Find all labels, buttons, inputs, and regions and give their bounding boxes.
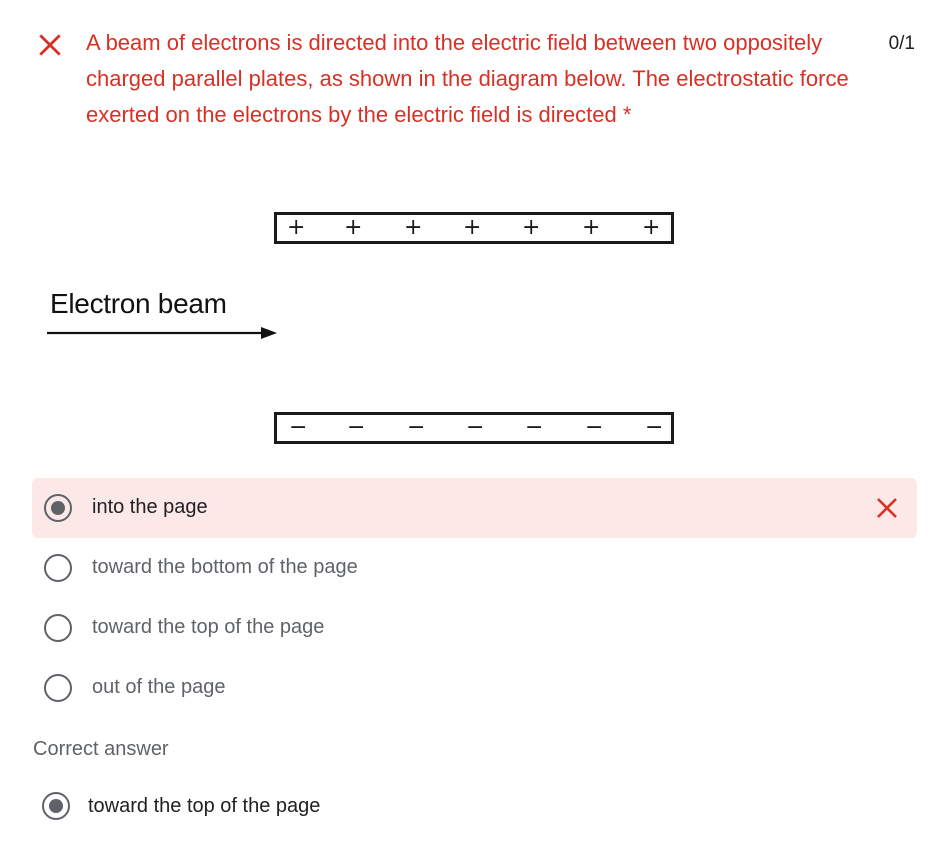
score-badge: 0/1 — [888, 33, 915, 54]
parallel-plates-diagram — [40, 200, 690, 460]
minus-sign: − — [466, 415, 485, 440]
minus-sign: − — [289, 415, 308, 440]
option-toward-top[interactable] — [32, 598, 917, 658]
positive-plate — [274, 212, 674, 244]
option-label: out of the page — [92, 676, 226, 698]
radio-button[interactable] — [44, 494, 72, 522]
radio-button — [42, 792, 70, 820]
question-header — [0, 0, 931, 180]
correct-answer-row — [28, 778, 528, 838]
minus-sign: − — [645, 415, 664, 440]
correct-answer-heading: Correct answer — [33, 738, 169, 760]
arrow-right-icon — [47, 325, 279, 341]
radio-button[interactable] — [44, 614, 72, 642]
plus-sign: + — [404, 215, 423, 240]
radio-button[interactable] — [44, 674, 72, 702]
option-into-the-page[interactable] — [32, 478, 917, 538]
minus-sign: − — [525, 415, 544, 440]
plus-sign: + — [582, 215, 601, 240]
minus-sign: − — [407, 415, 426, 440]
plus-sign: + — [287, 215, 306, 240]
plus-sign: + — [642, 215, 661, 240]
option-toward-bottom[interactable] — [32, 538, 917, 598]
minus-sign: − — [347, 415, 366, 440]
negative-plate — [274, 412, 674, 444]
correct-answer-label: toward the top of the page — [88, 795, 321, 817]
close-icon — [37, 32, 63, 58]
plus-sign: + — [522, 215, 541, 240]
close-icon — [875, 496, 899, 520]
option-label: into the page — [92, 496, 208, 518]
plus-sign: + — [463, 215, 482, 240]
option-label: toward the bottom of the page — [92, 556, 358, 578]
minus-sign: − — [585, 415, 604, 440]
plus-sign: + — [344, 215, 363, 240]
electron-beam-label: Electron beam — [50, 288, 227, 319]
option-out-of-page[interactable] — [32, 658, 917, 718]
radio-button[interactable] — [44, 554, 72, 582]
option-label: toward the top of the page — [92, 616, 325, 638]
question-text: A beam of electrons is directed into the electric field between two oppositely charged parallel plates, as shown in the diagram below. The electrostatic force exerted on the electrons by the electric field is directed * — [86, 30, 849, 127]
